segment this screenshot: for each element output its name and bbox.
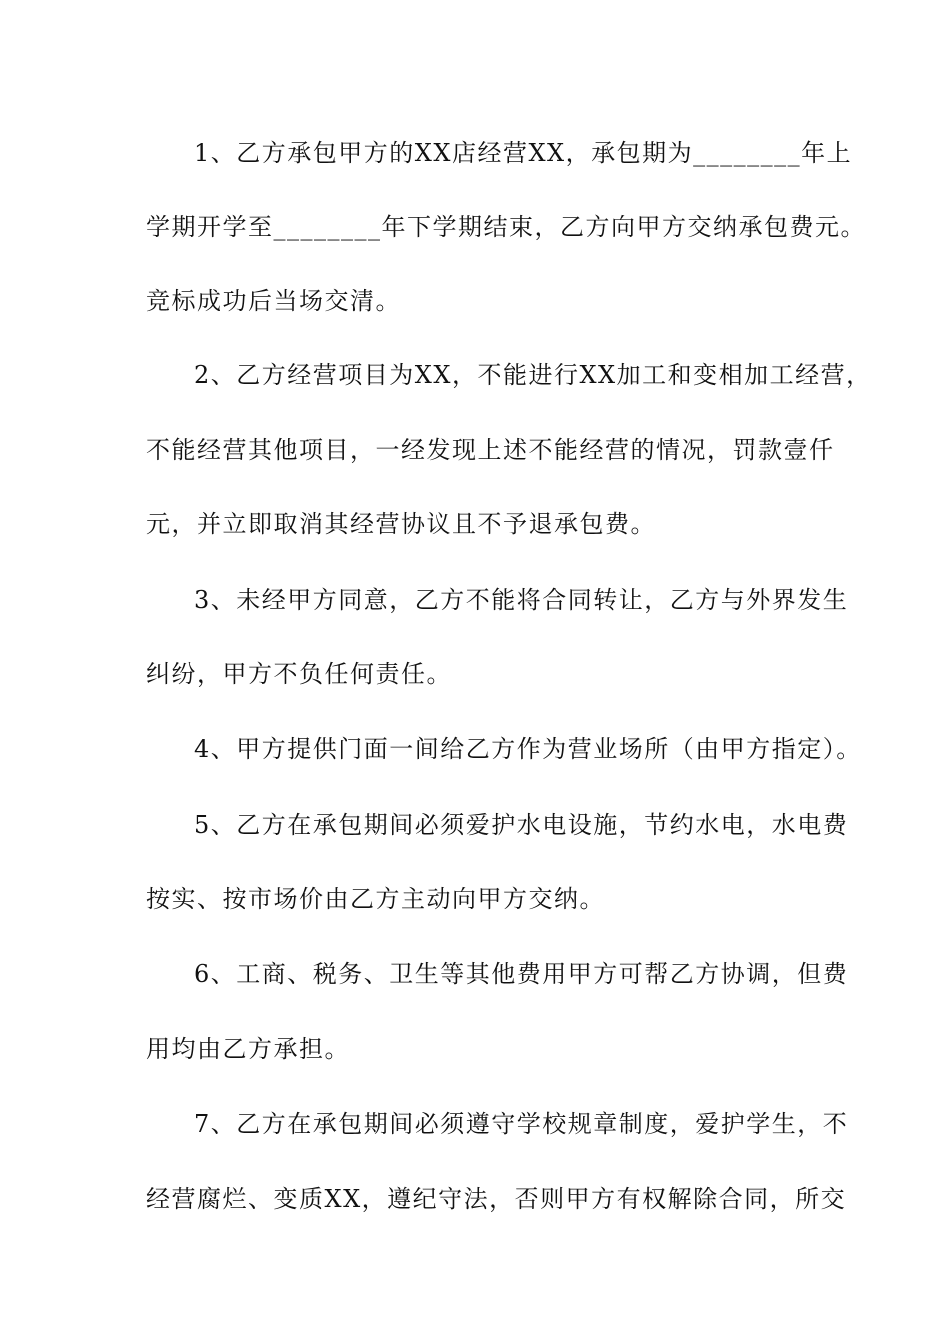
clause-2-line-3: 元，并立即取消其经营协议且不予退承包费。 — [146, 510, 656, 538]
clause-1-line-2: 学期开学至________年下学期结束，乙方向甲方交纳承包费元。 — [146, 213, 866, 241]
clause-3-line-1: 3、未经甲方同意，乙方不能将合同转让，乙方与外界发生 — [194, 586, 849, 614]
clause-2-line-2: 不能经营其他项目，一经发现上述不能经营的情况，罚款壹仟 — [146, 436, 835, 464]
clause-5-line-2: 按实、按市场价由乙方主动向甲方交纳。 — [146, 885, 605, 913]
clause-7-line-1: 7、乙方在承包期间必须遵守学校规章制度，爱护学生，不 — [194, 1110, 849, 1138]
clause-1-line-3: 竞标成功后当场交清。 — [146, 287, 401, 315]
clause-5-line-1: 5、乙方在承包期间必须爱护水电设施，节约水电，水电费 — [194, 811, 849, 839]
clause-1-line-1: 1、乙方承包甲方的XX店经营XX，承包期为________年上 — [194, 139, 853, 167]
clause-3-line-2: 纠纷，甲方不负任何责任。 — [146, 660, 452, 688]
clause-6-line-2: 用均由乙方承担。 — [146, 1035, 350, 1063]
clause-6-line-1: 6、工商、税务、卫生等其他费用甲方可帮乙方协调，但费 — [194, 960, 849, 988]
clause-7-line-2: 经营腐烂、变质XX，遵纪守法，否则甲方有权解除合同，所交 — [146, 1185, 847, 1213]
clause-2-line-1: 2、乙方经营项目为XX，不能进行XX加工和变相加工经营， — [194, 361, 872, 389]
clause-4-line-1: 4、甲方提供门面一间给乙方作为营业场所（由甲方指定）。 — [194, 735, 862, 763]
